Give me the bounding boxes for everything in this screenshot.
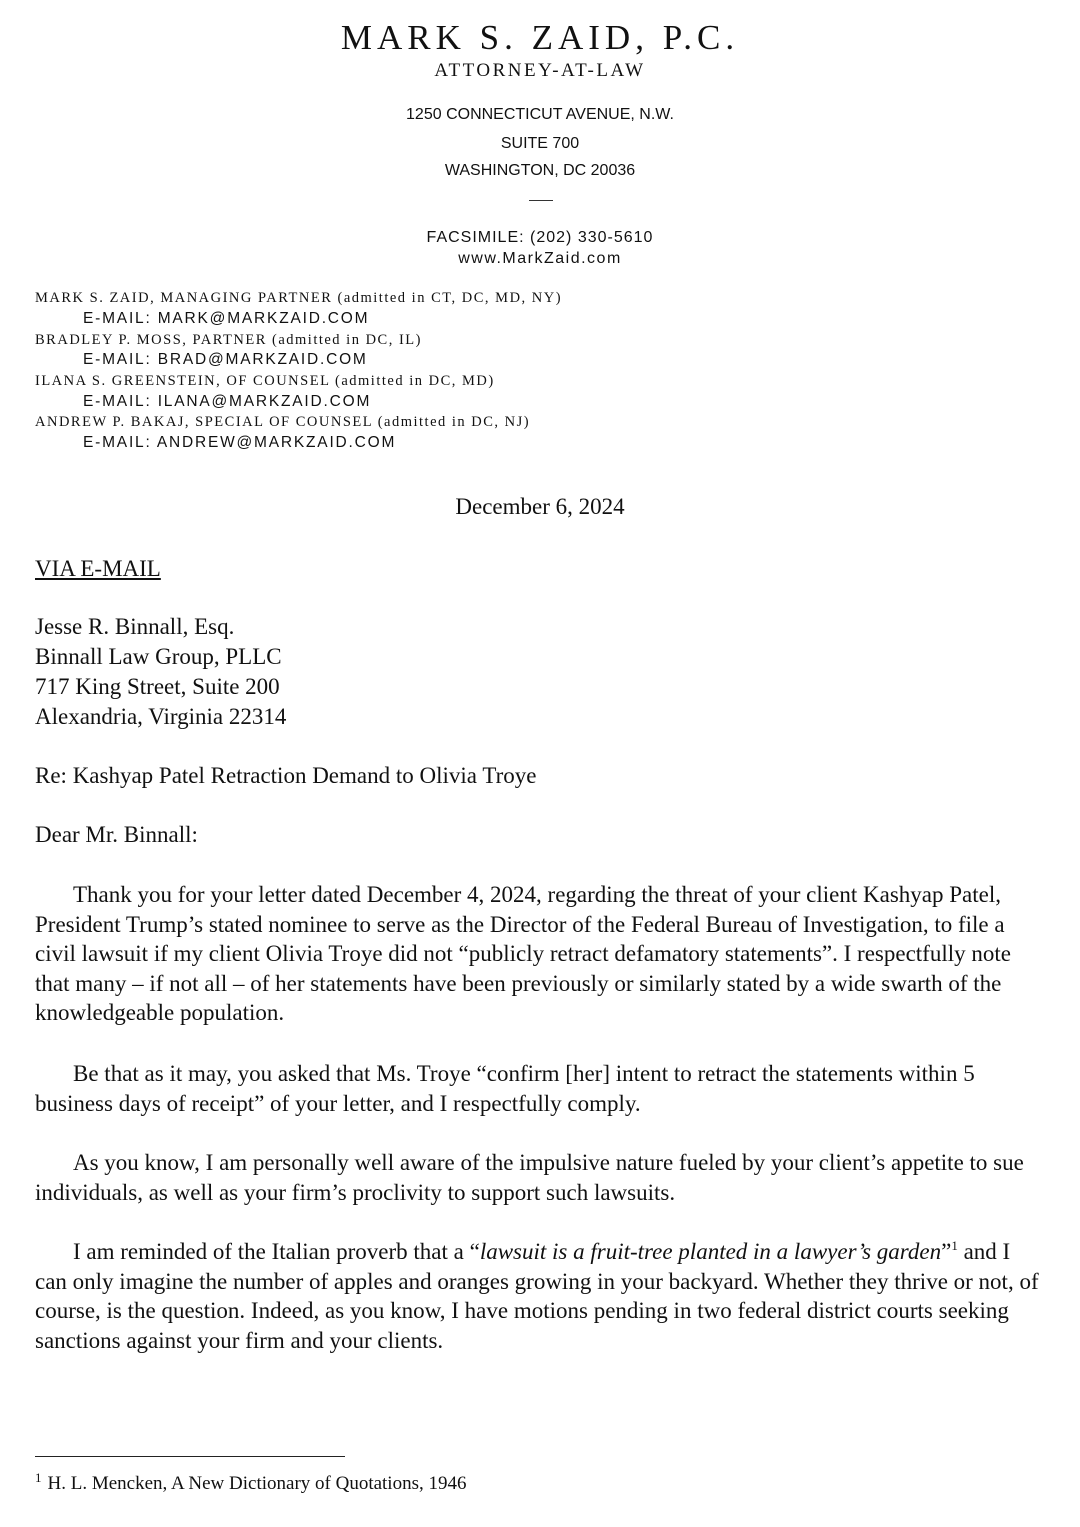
salutation: Dear Mr. Binnall:: [35, 822, 198, 847]
paragraph-text: I am reminded of the Italian proverb that a “: [73, 1239, 480, 1264]
attorney-line: ILANA S. GREENSTEIN, OF COUNSEL (admitted in DC, MD): [35, 373, 495, 389]
firm-subtitle: ATTORNEY-AT-LAW: [434, 60, 646, 81]
footnote: [35, 1470, 467, 1495]
recipient-line: 717 King Street, Suite 200: [35, 674, 280, 699]
footnote-reference: 1: [951, 1238, 958, 1253]
address-line-1: 1250 CONNECTICUT AVENUE, N.W.: [406, 106, 674, 123]
attorney-email: E-MAIL: MARK@MARKZAID.COM: [83, 310, 370, 327]
footnote-number: 1: [35, 1470, 42, 1485]
letter-date: December 6, 2024: [455, 494, 625, 519]
quote-close: ”: [941, 1239, 952, 1264]
proverb-quote: lawsuit is a fruit-tree planted in a lawyer’s garden: [479, 1239, 942, 1264]
facsimile: FACSIMILE: (202) 330-5610: [426, 229, 654, 246]
recipient-line: Alexandria, Virginia 22314: [35, 704, 287, 729]
letterhead-divider: [529, 200, 553, 201]
delivery-method: VIA E-MAIL: [35, 556, 161, 581]
attorney-line: MARK S. ZAID, MANAGING PARTNER (admitted in CT, DC, MD, NY): [35, 290, 563, 306]
attorney-email: E-MAIL: ILANA@MARKZAID.COM: [83, 393, 372, 410]
address-line-2: SUITE 700: [500, 135, 580, 152]
paragraph: Be that as it may, you asked that Ms. Troye “confirm [her] intent to retract the statements within 5 business days of receipt” of your letter, and I respectfully comply.: [35, 1061, 975, 1116]
firm-name: MARK S. ZAID, P.C.: [340, 18, 740, 57]
paragraph: As you know, I am personally well aware of the impulsive nature fueled by your client’s appetite to sue individuals, as well as your firm’s proclivity to support such lawsuits.: [35, 1150, 1024, 1205]
recipient-address: [35, 612, 1040, 732]
attorney-line: ANDREW P. BAKAJ, SPECIAL OF COUNSEL (admitted in DC, NJ): [35, 414, 531, 430]
paragraph-text: and I can only imagine the number of apples and oranges growing in your backyard. Whether they thrive or not, of course, is the question. Indeed, as you know, I have motions pending in two federal district courts seeking sanctions against your firm and your clients.: [35, 1239, 1039, 1353]
re-line: Re: Kashyap Patel Retraction Demand to Olivia Troye: [35, 763, 537, 788]
website: www.MarkZaid.com: [458, 250, 622, 267]
paragraph: [35, 1237, 1040, 1355]
address-line-3: WASHINGTON, DC 20036: [444, 162, 636, 179]
paragraph: Thank you for your letter dated December 4, 2024, regarding the threat of your client Kashyap Patel, President Trump’s stated nominee to serve as the Director of the Federal Bureau of Investigation, to file a civil lawsuit if my client Olivia Troye did not “publicly retract defamatory statements”. I respectfully note that many – if not all – of her statements have been previously or similarly stated by a wide swarth of the knowledgeable population.: [35, 882, 1011, 1025]
recipient-line: Binnall Law Group, PLLC: [35, 644, 282, 669]
recipient-line: Jesse R. Binnall, Esq.: [35, 614, 235, 639]
footnote-text: H. L. Mencken, A New Dictionary of Quotations, 1946: [47, 1473, 467, 1494]
attorney-email: E-MAIL: ANDREW@MARKZAID.COM: [83, 434, 397, 451]
attorney-email: E-MAIL: BRAD@MARKZAID.COM: [83, 351, 368, 368]
footnote-divider: [35, 1456, 345, 1457]
attorney-line: BRADLEY P. MOSS, PARTNER (admitted in DC, IL): [35, 332, 422, 348]
